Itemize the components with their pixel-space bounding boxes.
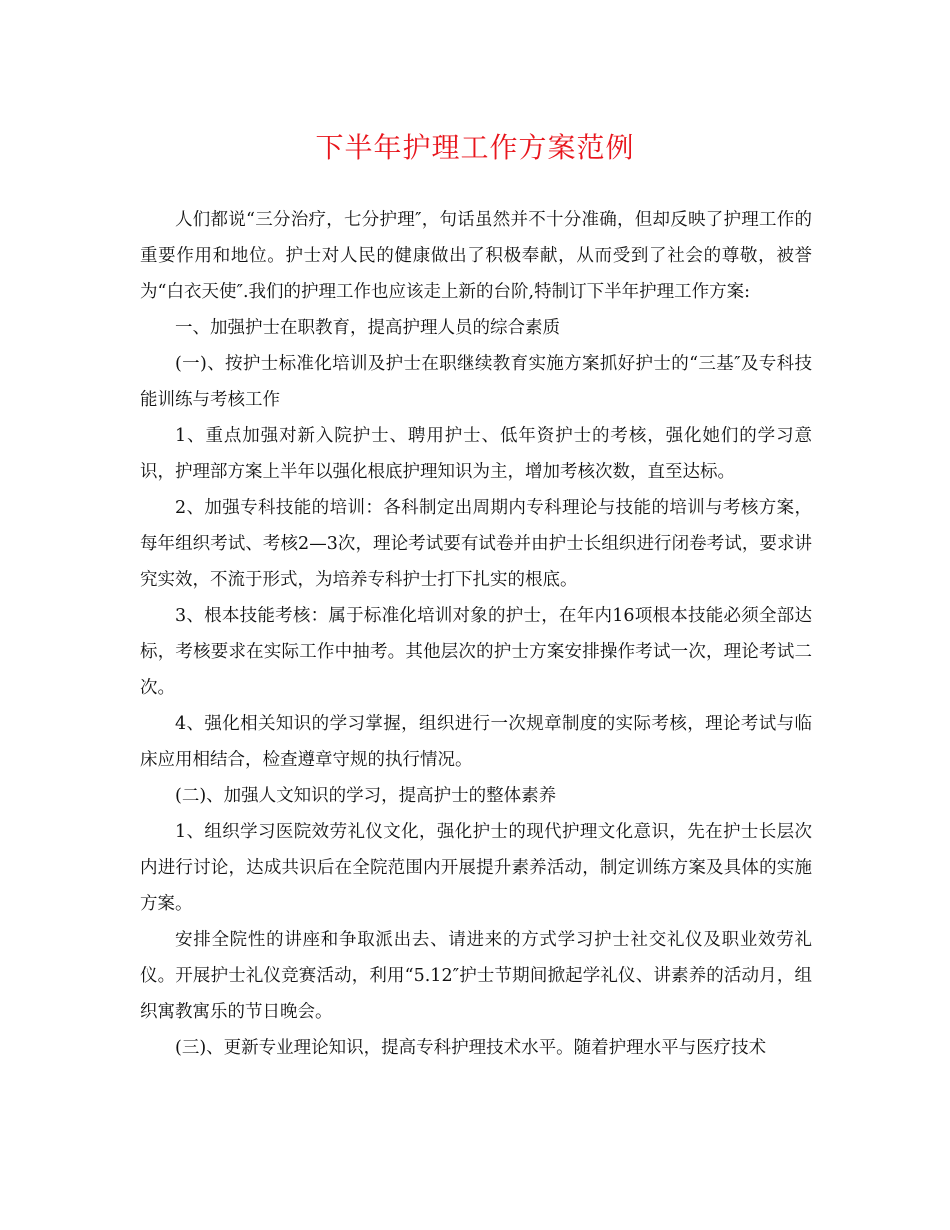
paragraph-etiquette: 安排全院性的讲座和争取派出去、请进来的方式学习护士社交礼仪及职业效劳礼仪。开展护士礼仪竞赛活动，利用“5.12″护士节期间掀起学礼仪、讲素养的活动月，组织寓教寓乐的节日晚会。 <box>140 930 812 1022</box>
section-heading-1: 一、加强护士在职教育，提高护理人员的综合素质 <box>175 318 560 338</box>
list-item-4: 4、强化相关知识的学习掌握，组织进行一次规章制度的实际考核，理论考试与临床应用相结合，检查遵章守规的执行情况。 <box>140 714 812 770</box>
subsection-heading-2: (二)、加强人文知识的学习，提高护士的整体素养 <box>175 786 557 806</box>
list-item-1: 1、重点加强对新入院护士、聘用护士、低年资护士的考核，强化她们的学习意识，护理部方案上半年以强化根底护理知识为主，增加考核次数，直至达标。 <box>140 426 812 482</box>
subsection-heading-1: (一)、按护士标准化培训及护士在职继续教育实施方案抓好护士的“三基″及专科技能训练与考核工作 <box>140 354 812 410</box>
list-item-3: 3、根本技能考核：属于标准化培训对象的护士，在年内16项根本技能必须全部达标，考核要求在实际工作中抽考。其他层次的护士方案安排操作考试一次，理论考试二次。 <box>140 606 812 698</box>
document-title: 下半年护理工作方案范例 <box>315 131 635 164</box>
paragraph-intro: 人们都说“三分治疗，七分护理″，句话虽然并不十分准确，但却反映了护理工作的重要作用和地位。护士对人民的健康做出了积极奉献，从而受到了社会的尊敬，被誉为“白衣天使″.我们的护理工作也应该走上新的台阶,特制订下半年护理工作方案: <box>140 210 812 302</box>
document-body <box>140 202 812 1066</box>
list-item-2: 2、加强专科技能的培训：各科制定出周期内专科理论与技能的培训与考核方案，每年组织考试、考核2—3次，理论考试要有试卷并由护士长组织进行闭卷考试，要求讲究实效，不流于形式，为培养专科护士打下扎实的根底。 <box>140 498 812 590</box>
list-item-5: 1、组织学习医院效劳礼仪文化，强化护士的现代护理文化意识，先在护士长层次内进行讨论，达成共识后在全院范围内开展提升素养活动，制定训练方案及具体的实施方案。 <box>140 822 812 914</box>
subsection-heading-3: (三)、更新专业理论知识，提高专科护理技术水平。随着护理水平与医疗技术 <box>175 1038 767 1058</box>
